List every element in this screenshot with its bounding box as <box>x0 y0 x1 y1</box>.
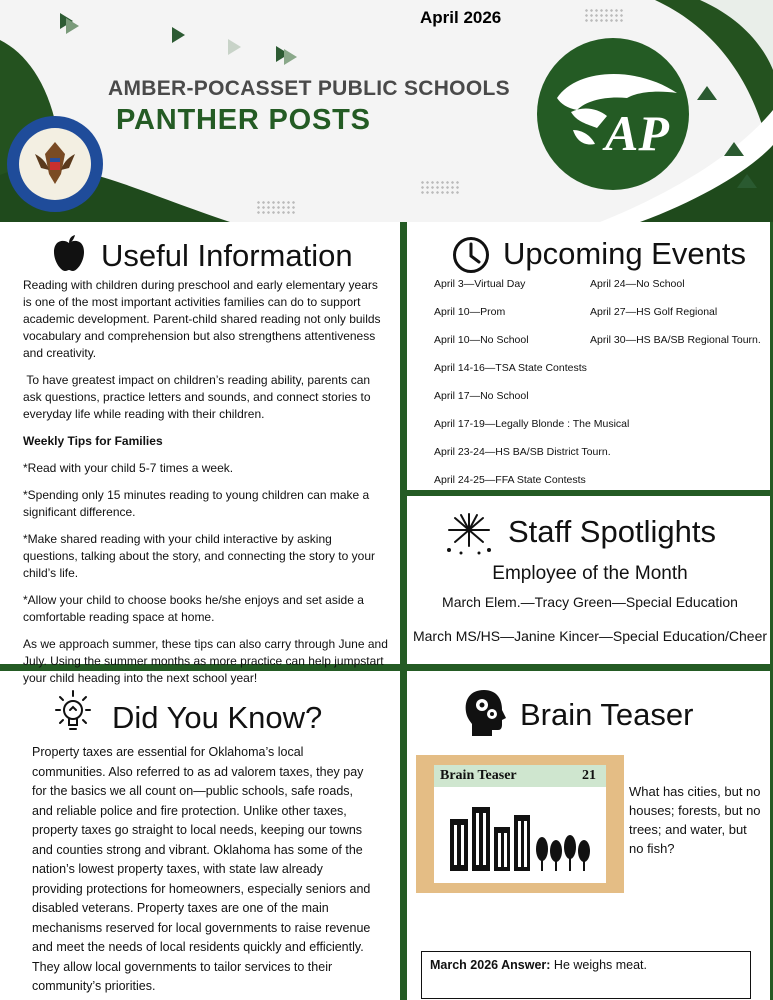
column-divider <box>400 222 407 1000</box>
district-name: AMBER-POCASSET PUBLIC SCHOOLS <box>108 77 510 100</box>
brain-teaser-question: What has cities, but no houses; forests, but no trees; and water, but no fish? <box>629 784 761 856</box>
staff-spotlights-heading: Staff Spotlights <box>508 514 716 549</box>
event-item: April 10—No School <box>434 334 529 346</box>
card-title: Brain Teaser <box>440 768 517 783</box>
upcoming-events-heading: Upcoming Events <box>503 236 746 271</box>
answer-text: He weighs meat. <box>550 958 648 972</box>
answer-label: March 2026 Answer: <box>430 958 551 972</box>
employee-elem: March Elem.—Tracy Green—Special Education <box>442 594 738 610</box>
event-item: April 24—No School <box>590 278 685 290</box>
section-divider-right-top <box>407 490 773 496</box>
brain-teaser-heading: Brain Teaser <box>520 697 694 732</box>
tip-2: *Spending only 15 minutes reading to young children can make a significant difference. <box>23 488 370 519</box>
tip-1: *Read with your child 5-7 times a week. <box>23 461 234 475</box>
previous-answer-box <box>421 951 751 999</box>
event-item: April 17-19—Legally Blonde : The Musical <box>434 418 630 430</box>
useful-paragraph-1: Reading with children during preschool and early elementary years is one of the most important activities families can do to support academic development. Parent-child shared reading not only builds vocabulary and comprehension but also strengthens attentiveness and creativity. <box>23 278 381 360</box>
blue-ribbon-seal-icon <box>5 114 105 214</box>
event-item: April 10—Prom <box>434 306 506 318</box>
tip-3: *Make shared reading with your child interactive by asking questions, talking about the story, and connecting the story to your child’s life. <box>23 532 375 580</box>
newsletter-header <box>0 0 773 222</box>
useful-closing: As we approach summer, these tips can also carry through June and July. Using the summer months as more practice can help jumpstart your child heading into the next school year! <box>23 637 388 685</box>
useful-information-body <box>23 277 388 697</box>
event-item: April 30—HS BA/SB Regional Tourn. <box>590 334 761 346</box>
event-item: April 3—Virtual Day <box>434 278 526 290</box>
fireworks-icon <box>443 510 495 556</box>
section-divider-right-bottom <box>407 664 773 671</box>
event-item: April 23-24—HS BA/SB District Tourn. <box>434 446 611 458</box>
brain-teaser-image <box>416 755 624 893</box>
city-forest-icon <box>448 799 598 871</box>
did-you-know-body: Property taxes are essential for Oklahoma’s local communities. Also referred to as ad valorem taxes, they pay for the basics we all count on—public schools, safe roads, and reliable police and fire protection. Unlike other taxes, property taxes go straight to local needs, keeping our towns and counties strong and vibrant. Oklahoma has some of the nation’s lowest property taxes, with state law already providing protections for homeowners, especially seniors and disabled veterans. Property taxes are one of the main mechanisms reserved for local governments to raise revenue and meet the needs of local residents quickly and efficiently. They allow local governments to tailor services to their community’s priorities. <box>32 745 371 993</box>
useful-paragraph-2: To have greatest impact on children’s reading ability, parents can ask questions, practice letters and sounds, and connect stories to everyday life while reading with their children. <box>23 373 374 421</box>
event-item: April 17—No School <box>434 390 529 402</box>
lightbulb-icon <box>50 688 96 734</box>
event-item: April 27—HS Golf Regional <box>590 306 718 318</box>
apple-icon <box>52 234 86 272</box>
panther-logo <box>537 38 689 190</box>
newsletter-title: PANTHER POSTS <box>116 104 371 136</box>
brain-head-icon <box>462 688 510 738</box>
logo-text: AP <box>605 105 669 161</box>
employee-ms-hs: March MS/HS—Janine Kincer—Special Education/Cheer <box>412 628 768 644</box>
employee-of-month-heading: Employee of the Month <box>492 563 688 584</box>
useful-information-heading: Useful Information <box>101 238 353 273</box>
clock-icon <box>452 236 490 274</box>
event-item: April 24-25—FFA State Contests <box>434 474 586 486</box>
card-number: 21 <box>582 768 596 783</box>
did-you-know-heading: Did You Know? <box>112 700 323 735</box>
tip-4: *Allow your child to choose books he/she enjoys and set aside a comfortable reading space at home. <box>23 593 364 624</box>
issue-date: April 2026 <box>420 8 502 27</box>
weekly-tips-heading: Weekly Tips for Families <box>23 434 163 448</box>
event-item: April 14-16—TSA State Contests <box>434 362 587 374</box>
